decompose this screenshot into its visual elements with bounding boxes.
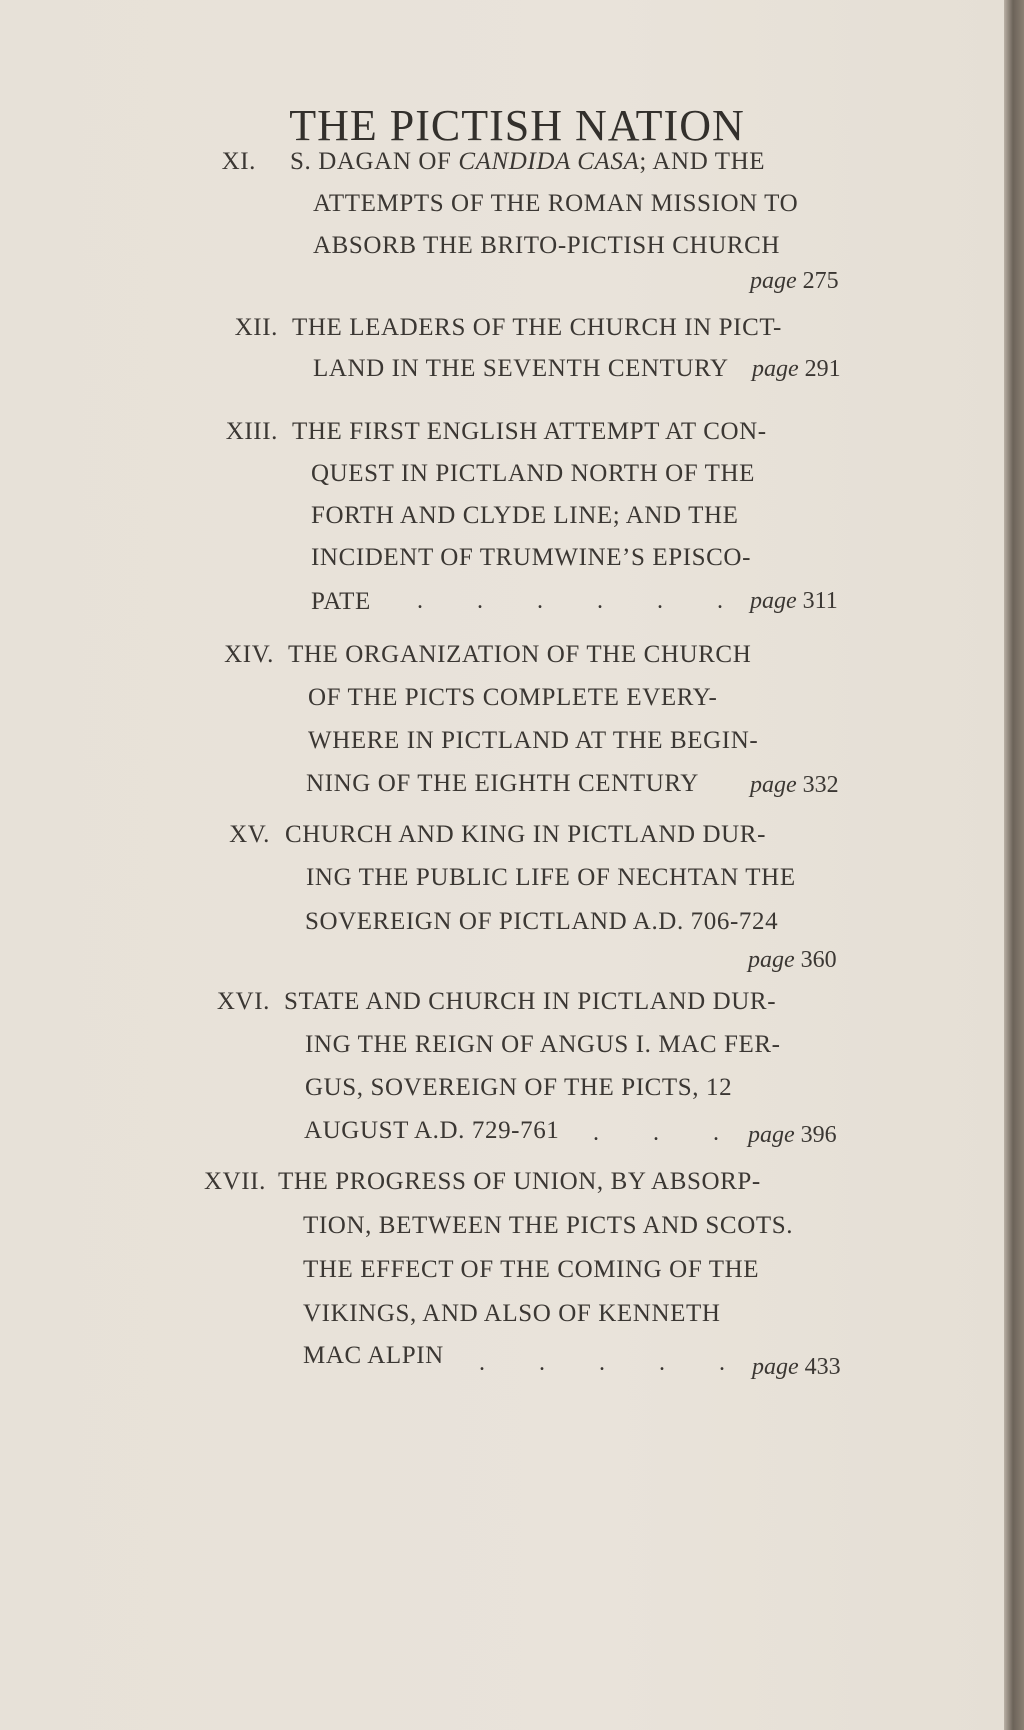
chapter-number: XVII. xyxy=(203,1168,266,1195)
chapter-title-line: THE EFFECT OF THE COMING OF THE xyxy=(303,1256,760,1283)
chapter-title-line: OF THE PICTS COMPLETE EVERY- xyxy=(308,684,718,711)
chapter-title-line: ING THE REIGN OF ANGUS I. MAC FER- xyxy=(305,1031,781,1058)
chapter-title-line: THE PROGRESS OF UNION, BY ABSORP- xyxy=(278,1168,761,1195)
chapter-number: XV. xyxy=(229,821,270,848)
chapter-number: XVI. xyxy=(216,988,270,1015)
page-reference: page 332 xyxy=(750,772,839,798)
chapter-number: XII. xyxy=(234,314,278,341)
chapter-title-line: VIKINGS, AND ALSO OF KENNETH xyxy=(303,1300,721,1327)
chapter-title-line: QUEST IN PICTLAND NORTH OF THE xyxy=(311,460,756,487)
chapter-number: XIV. xyxy=(224,641,274,668)
chapter-title-line: AUGUST A.D. 729-761 xyxy=(304,1117,560,1144)
chapter-title-line: S. DAGAN OF CANDIDA CASA; AND THE xyxy=(290,148,766,175)
chapter-title-italic: CANDIDA CASA xyxy=(458,148,640,175)
leader-dots: . . . . . . xyxy=(417,588,723,614)
page-edge xyxy=(1004,0,1024,1730)
chapter-title-line: ATTEMPTS OF THE ROMAN MISSION TO xyxy=(313,190,799,217)
chapter-title-line: ABSORB THE BRITO-PICTISH CHURCH xyxy=(313,232,781,259)
chapter-title-line: GUS, SOVEREIGN OF THE PICTS, 12 xyxy=(305,1074,733,1101)
chapter-title-line: THE ORGANIZATION OF THE CHURCH xyxy=(288,641,752,668)
chapter-title-line: WHERE IN PICTLAND AT THE BEGIN- xyxy=(308,727,759,754)
chapter-title-line: THE LEADERS OF THE CHURCH IN PICT- xyxy=(292,314,782,341)
chapter-title-line: SOVEREIGN OF PICTLAND A.D. 706-724 xyxy=(305,908,779,935)
chapter-title-line: NING OF THE EIGHTH CENTURY xyxy=(306,770,699,797)
page-title: THE PICTISH NATION xyxy=(289,101,745,150)
leader-dots: . . . . . xyxy=(479,1350,725,1376)
chapter-number: XI. xyxy=(221,148,256,175)
chapter-title-line: TION, BETWEEN THE PICTS AND SCOTS. xyxy=(303,1212,794,1239)
chapter-title-line: MAC ALPIN xyxy=(303,1342,444,1369)
chapter-title-line: ING THE PUBLIC LIFE OF NECHTAN THE xyxy=(306,864,796,891)
chapter-title-line: THE FIRST ENGLISH ATTEMPT AT CON- xyxy=(292,418,767,445)
chapter-number: XIII. xyxy=(225,418,278,445)
page-reference: page 396 xyxy=(748,1122,837,1148)
chapter-title-line: LAND IN THE SEVENTH CENTURY xyxy=(313,355,729,382)
page-reference: page 291 xyxy=(752,356,841,382)
page-reference: page 311 xyxy=(750,588,838,614)
chapter-title-line: INCIDENT OF TRUMWINE’S EPISCO- xyxy=(311,544,751,571)
chapter-title-line: FORTH AND CLYDE LINE; AND THE xyxy=(311,502,739,529)
page-reference: page 275 xyxy=(750,268,839,294)
chapter-title-line: STATE AND CHURCH IN PICTLAND DUR- xyxy=(284,988,777,1015)
leader-dots: . . . xyxy=(593,1120,719,1146)
page-reference: page 433 xyxy=(752,1354,841,1380)
chapter-title-line: CHURCH AND KING IN PICTLAND DUR- xyxy=(285,821,767,848)
chapter-title-line: PATE xyxy=(311,588,371,615)
page-reference: page 360 xyxy=(748,947,837,973)
